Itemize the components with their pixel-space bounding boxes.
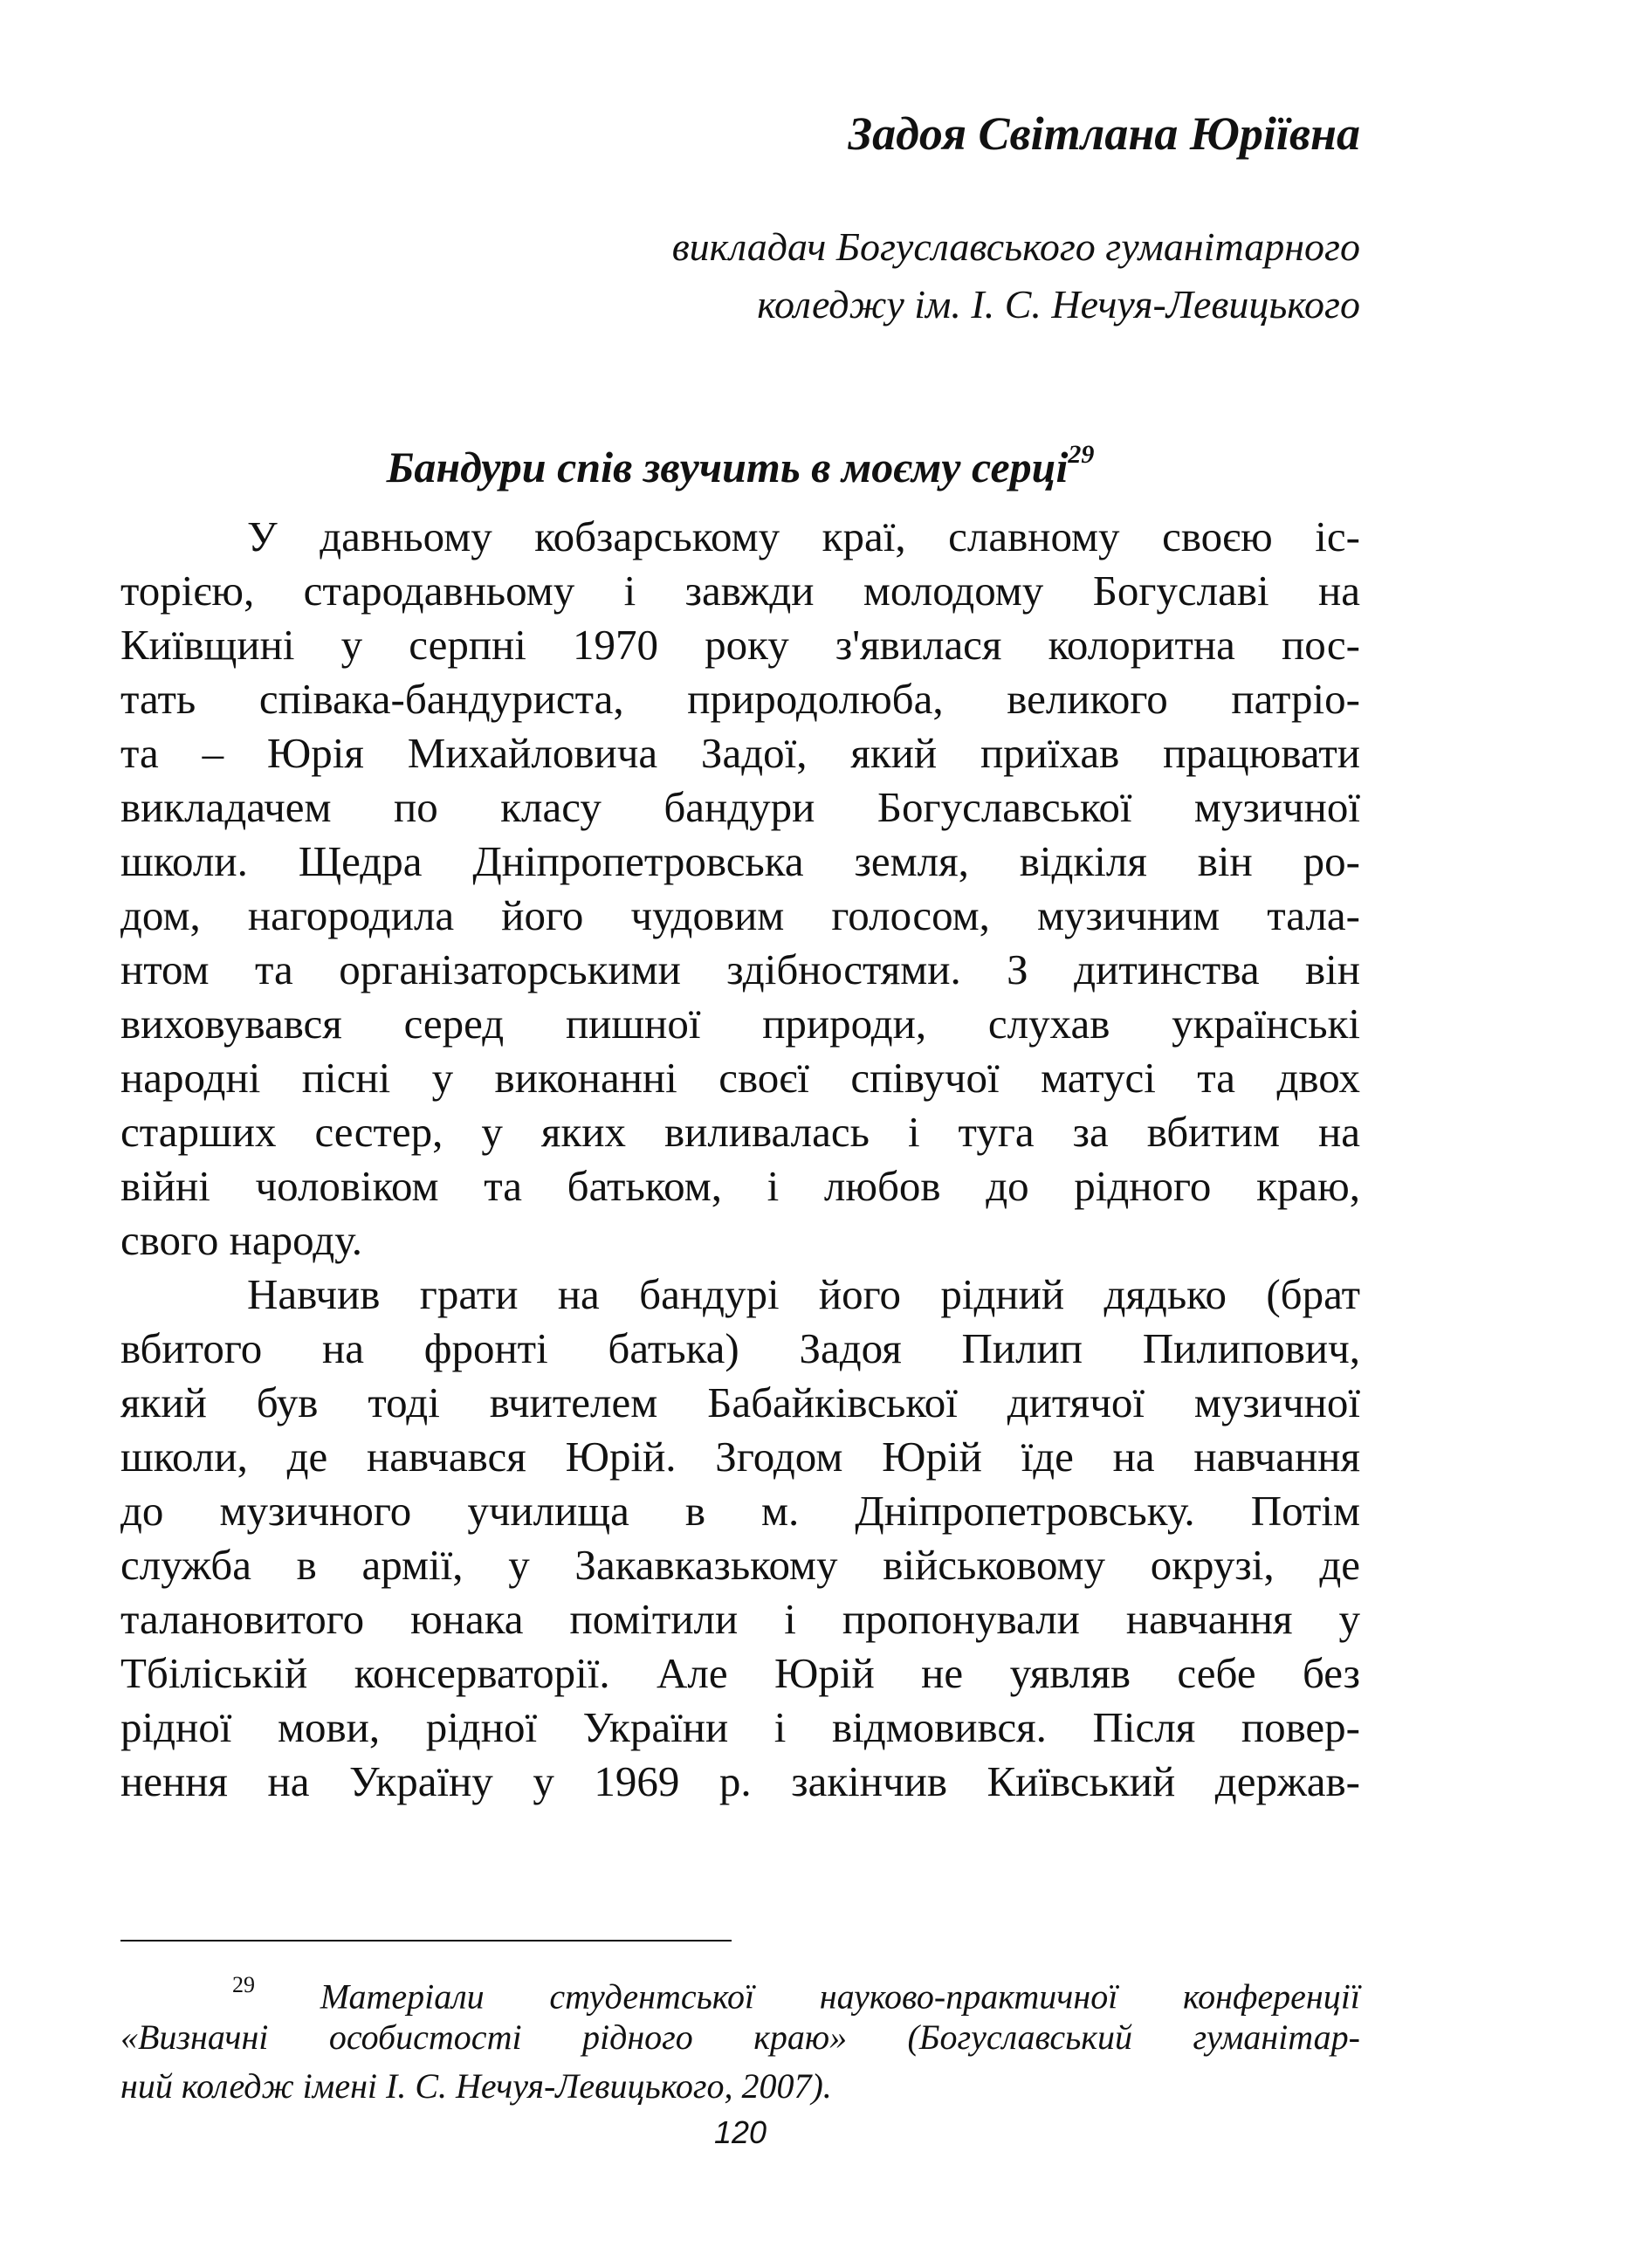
affiliation-line: викладач Богуславського гуманітарного (671, 224, 1360, 269)
text-line: свого народу. (120, 1216, 363, 1264)
footnote-reference: 29 (1068, 440, 1095, 470)
footnote-divider (120, 1940, 732, 1942)
text-line: старших сестер, у яких виливалась і туга за вбитим на (120, 1108, 1360, 1156)
text-line: Тбіліській консерваторії. Але Юрій не уявляв себе без (120, 1649, 1360, 1697)
text-line: вбитого на фронті батька) Задоя Пилип Пилипович, (120, 1324, 1360, 1372)
affiliation-line: коледжу ім. І. С. Нечуя-Левицького (757, 282, 1360, 326)
text-line: торією, стародавньому і завжди молодому Богуславі на (120, 567, 1360, 615)
footnote-line: ний коледж імені І. С. Нечуя-Левицького, 2007). (120, 2066, 832, 2106)
text-line: нтом та організаторськими здібностями. З дитинства він (120, 945, 1360, 993)
article-title-text: Бандури спів звучить в моєму серці (386, 443, 1069, 491)
text-line: який був тоді вчителем Бабайківської дитячої музичної (120, 1378, 1360, 1426)
footnote-line (120, 1964, 1361, 2017)
text-line: нення на Україну у 1969 р. закінчив Київський держав- (120, 1757, 1360, 1805)
page-number: 120 (713, 2114, 767, 2150)
footnote-number: 29 (232, 1972, 255, 1997)
footnote-text: Матеріали студентської науково-практичної конференції (320, 1976, 1361, 2017)
text-line: школи. Щедра Дніпропетровська земля, відкіля він ро- (120, 837, 1360, 885)
text-line: школи, де навчався Юрій. Згодом Юрій їде на навчання (120, 1433, 1360, 1481)
text-line: талановитого юнака помітили і пропонували навчання у (120, 1595, 1360, 1643)
text-line: до музичного училища в м. Дніпропетровську. Потім (120, 1487, 1360, 1535)
text-line: війні чоловіком та батьком, і любов до рідного краю, (120, 1162, 1360, 1210)
article-title (120, 442, 1360, 492)
author-affiliation (672, 218, 1360, 333)
text-line: та – Юрія Михайловича Задої, який приїхав працювати (120, 729, 1360, 777)
author-name: Задоя Світлана Юріївна (848, 107, 1360, 160)
text-line: рідної мови, рідної України і відмовився. Після повер- (120, 1703, 1360, 1751)
footnote-line: «Визначні особистості рідного краю» (Богуславський гуманітар- (120, 2017, 1360, 2057)
text-line: викладачем по класу бандури Богуславської музичної (120, 783, 1360, 831)
text-line: народні пісні у виконанні своєї співучої матусі та двох (120, 1054, 1360, 1102)
text-line: Київщині у серпні 1970 року з'явилася колоритна пос- (120, 621, 1360, 669)
article-body (120, 510, 1360, 1809)
paragraph (120, 510, 1360, 1268)
paragraph (120, 1268, 1360, 1809)
text-line: Навчив грати на бандурі його рідний дядько (брат (247, 1270, 1360, 1318)
document-page (120, 0, 1360, 2268)
text-line: тать співака-бандуриста, природолюба, великого патріо- (120, 675, 1360, 723)
text-line: служба в армії, у Закавказькому військовому окрузі, де (120, 1541, 1360, 1589)
text-line: дом, нагородила його чудовим голосом, музичним тала- (120, 891, 1360, 939)
text-line: виховувався серед пишної природи, слухав українські (120, 1000, 1360, 1048)
footnote (120, 1964, 1360, 2111)
text-line: У давньому кобзарському краї, славному своєю іс- (247, 512, 1360, 560)
